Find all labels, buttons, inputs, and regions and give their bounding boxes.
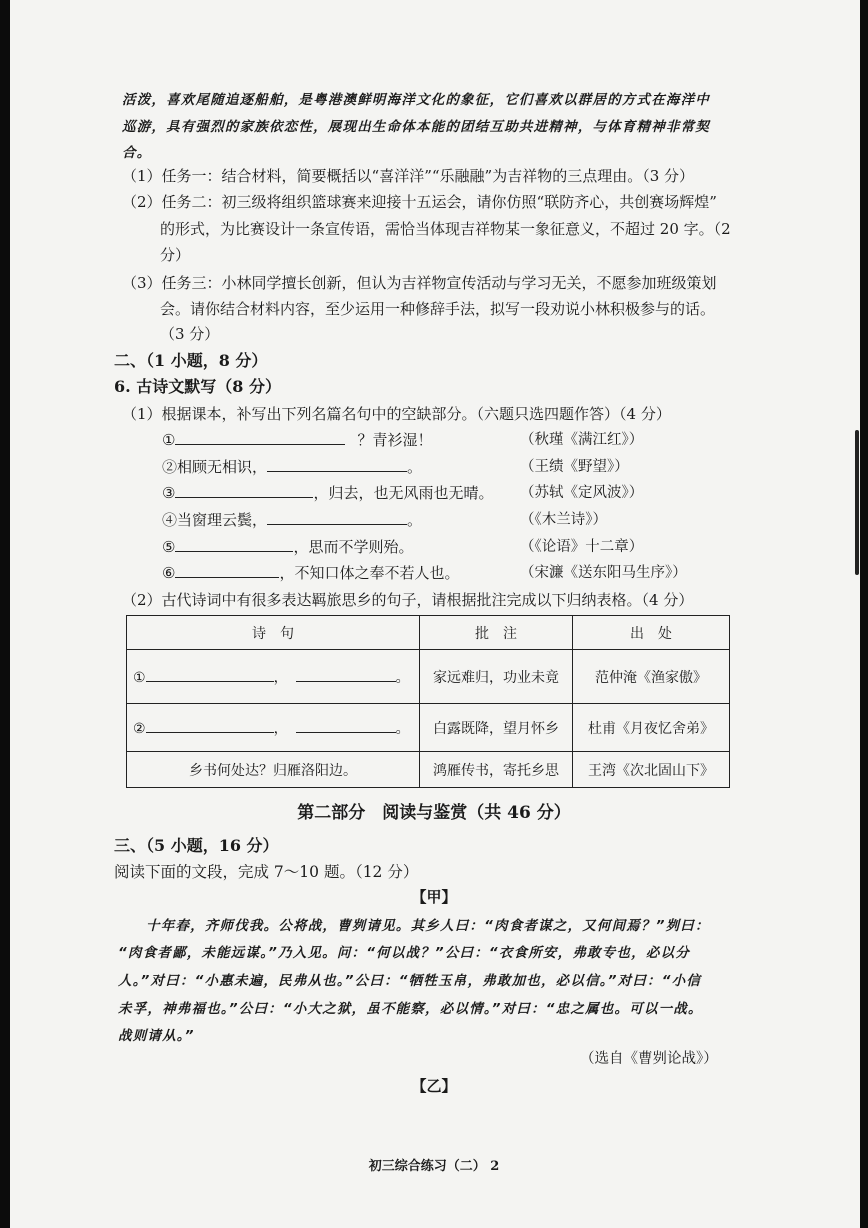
task-2-line3: 分） xyxy=(160,246,191,264)
task-1: （1）任务一：结合材料，简要概括以“喜洋洋”“乐融融”为吉祥物的三点理由。（3 分） xyxy=(122,167,695,185)
fill-item-1: ① ？青衫湿！ xyxy=(162,431,433,449)
fill-item-4-source: （《木兰诗》） xyxy=(520,512,607,528)
task-3-line3: （3 分） xyxy=(160,325,220,343)
answer-blank[interactable] xyxy=(146,718,274,733)
fill-item-1-source: （秋瑾《满江红》） xyxy=(520,432,644,448)
table-header: 诗 句 xyxy=(127,616,420,650)
task-3-line1: （3）任务三：小林同学擅长创新，但认为吉祥物宣传活动与学习无关，不愿参加班级策划 xyxy=(122,274,717,292)
passage-jia-label: 【甲】 xyxy=(411,888,457,906)
section-2-heading: 二、（1 小题，8 分） xyxy=(114,351,268,370)
scan-edge-left xyxy=(0,0,10,1228)
passage-line: 未孚，神弗福也。”公曰：“小大之狱，虽不能察，必以情。”对曰：“忠之属也。可以一战。 xyxy=(118,1001,703,1017)
fill-item-5: ⑤ ，思而不学则殆。 xyxy=(162,538,414,556)
note-cell: 白露既降，望月怀乡 xyxy=(420,704,573,752)
note-cell: 家远难归，功业未竟 xyxy=(420,650,573,704)
task-2-line2: 的形式，为比赛设计一条宣传语，需恰当体现吉祥物某一象征意义，不超过 20 字。（2 xyxy=(160,220,731,238)
intro-line: 活泼，喜欢尾随追逐船舶，是粤港澳鲜明海洋文化的象征，它们喜欢以群居的方式在海洋中 xyxy=(122,92,710,108)
answer-blank[interactable] xyxy=(267,510,407,525)
answer-blank[interactable] xyxy=(175,537,293,552)
passage-yi-label: 【乙】 xyxy=(411,1077,457,1095)
table-row xyxy=(127,650,730,704)
passage-line: 人。”对曰：“小惠未遍，民弗从也。”公曰：“牺牲玉帛，弗敢加也，必以信。”对曰：“小信 xyxy=(118,973,702,989)
fill-item-2: ②相顾无相识， 。 xyxy=(162,458,423,476)
fill-item-6-source: （宋濂《送东阳马生序》） xyxy=(520,565,687,581)
fill-item-5-source: （《论语》十二章） xyxy=(520,539,644,555)
table-row xyxy=(127,752,730,788)
table-header: 批 注 xyxy=(420,616,573,650)
answer-blank[interactable] xyxy=(267,457,407,472)
fill-item-3-source: （苏轼《定风波》） xyxy=(520,485,644,501)
answer-blank[interactable] xyxy=(175,430,345,445)
passage-line: “肉食者鄙，未能远谋。”乃入见。问：“何以战？”公曰：“衣食所安，弗敢专也，必以分 xyxy=(118,945,690,961)
answer-blank[interactable] xyxy=(296,667,396,682)
part-2-title: 第二部分 阅读与鉴赏（共 46 分） xyxy=(297,803,571,823)
question-6-title: 6. 古诗文默写（8 分） xyxy=(114,377,281,396)
task-2-line1: （2）任务二：初三级将组织篮球赛来迎接十五运会，请你仿照“联防齐心，共创赛场辉煌” xyxy=(122,193,717,211)
answer-blank[interactable] xyxy=(175,483,313,498)
source-cell: 杜甫《月夜忆舍弟》 xyxy=(573,704,730,752)
scrollbar-thumb[interactable] xyxy=(855,430,859,575)
passage-line: 十年春，齐师伐我。公将战，曹刿请见。其乡人曰：“肉食者谋之，又何间焉？”刿曰： xyxy=(146,918,710,934)
page-footer: 初三综合练习（二） 2 xyxy=(368,1159,500,1174)
poem-cell: ② ， 。 xyxy=(127,704,420,752)
question-6-2: （2）古代诗词中有很多表达羁旅思乡的句子，请根据批注完成以下归纳表格。（4 分） xyxy=(122,591,694,609)
passage-source: （选自《曹刿论战》） xyxy=(580,1051,718,1067)
intro-line: 合。 xyxy=(122,145,152,161)
source-cell: 王湾《次北固山下》 xyxy=(573,752,730,788)
reading-instruction: 阅读下面的文段，完成 7～10 题。（12 分） xyxy=(114,863,419,881)
section-3-heading: 三、（5 小题，16 分） xyxy=(114,836,279,855)
fill-item-3: ③ ，归去，也无风雨也无晴。 xyxy=(162,484,494,502)
task-3-line2: 会。请你结合材料内容，至少运用一种修辞手法，拟写一段劝说小林积极参与的话。 xyxy=(160,300,716,318)
summary-table xyxy=(126,615,730,788)
fill-item-4: ④当窗理云鬓， 。 xyxy=(162,511,423,529)
intro-line: 巡游，具有强烈的家族依恋性，展现出生命体本能的团结互助共进精神，与体育精神非常契 xyxy=(122,119,710,135)
scan-edge-right xyxy=(860,0,868,1228)
answer-blank[interactable] xyxy=(296,718,396,733)
poem-cell: ① ， 。 xyxy=(127,650,420,704)
poem-cell: 乡书何处达？归雁洛阳边。 xyxy=(127,752,420,788)
answer-blank[interactable] xyxy=(175,563,279,578)
table-header: 出 处 xyxy=(573,616,730,650)
question-6-1: （1）根据课本，补写出下列名篇名句中的空缺部分。（六题只选四题作答）（4 分） xyxy=(122,405,671,423)
fill-item-6: ⑥ ，不知口体之奉不若人也。 xyxy=(162,564,460,582)
fill-item-2-source: （王绩《野望》） xyxy=(520,459,629,475)
source-cell: 范仲淹《渔家傲》 xyxy=(573,650,730,704)
note-cell: 鸿雁传书，寄托乡思 xyxy=(420,752,573,788)
answer-blank[interactable] xyxy=(146,667,274,682)
table-row xyxy=(127,704,730,752)
passage-line: 战则请从。” xyxy=(118,1028,195,1044)
